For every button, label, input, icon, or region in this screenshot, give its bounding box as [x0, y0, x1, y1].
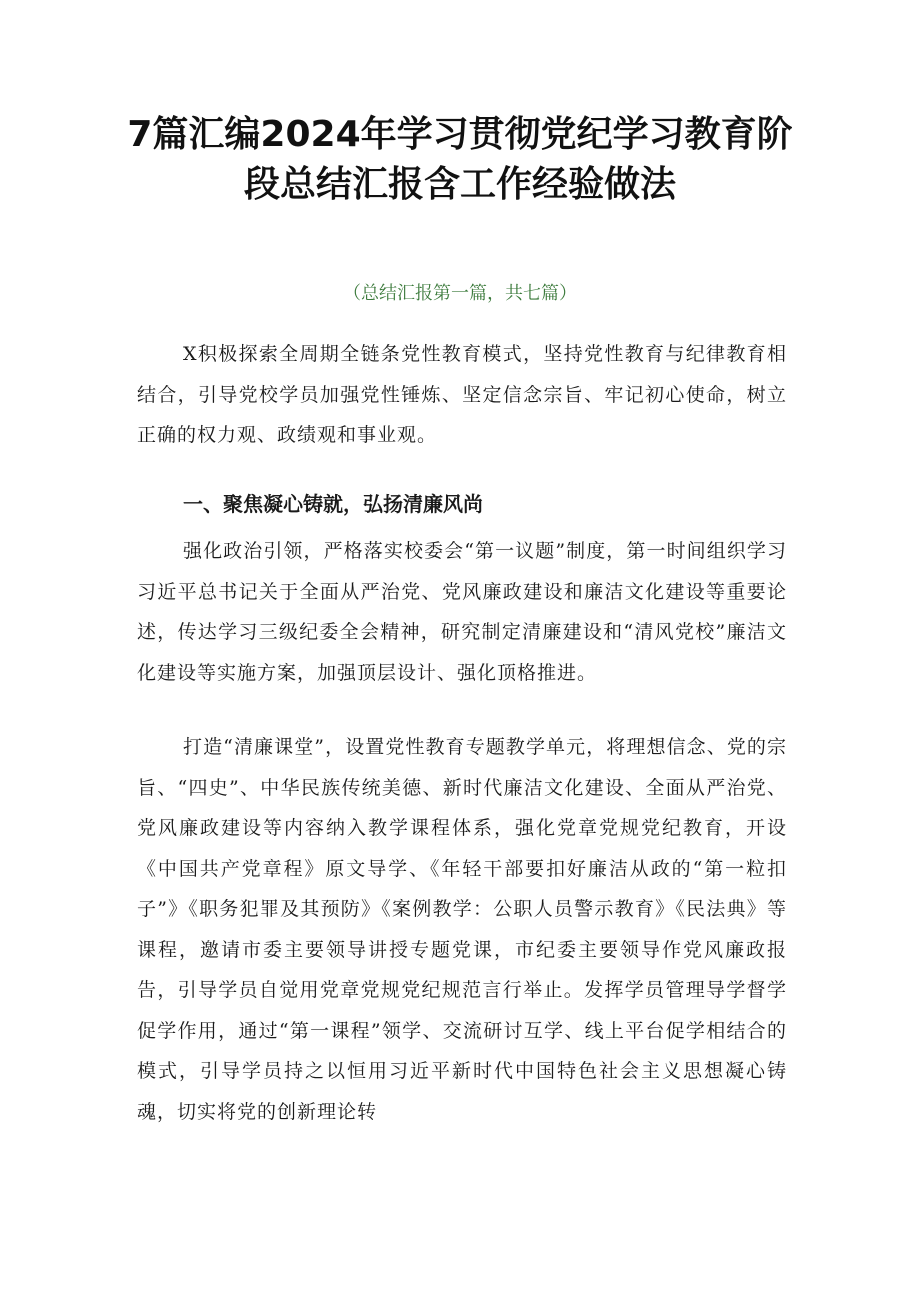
section-paragraph-2: 打造“清廉课堂”，设置党性教育专题教学单元，将理想信念、党的宗旨、“四史”、中华民族传统美德、新时代廉洁文化建设、全面从严治党、党风廉政建设等内容纳入教学课程体系，强化党章党规党纪教育，开设《中国共产党章程》原文导学、《年轻干部要扣好廉洁从政的“第一粒扣子”》《职务犯罪及其预防》《案例教学：公职人员警示教育》《民法典》等课程，邀请市委主要领导讲授专题党课，市纪委主要领导作党风廉政报告，引导学员自觉用党章党规党纪规范言行举止。发挥学员管理导学督学促学作用，通过“第一课程”领学、交流研讨互学、线上平台促学相结合的模式，引导学员持之以恒用习近平新时代中国特色社会主义思想凝心铸魂，切实将党的创新理论转: [137, 736, 787, 1123]
section-paragraph-1: 强化政治引领，严格落实校委会“第一议题”制度，第一时间组织学习习近平总书记关于全面从严治党、党风廉政建设和廉洁文化建设等重要论述，传达学习三级纪委全会精神，研究制定清廉建设和“清风党校”廉洁文化建设等实施方案，加强顶层设计、强化顶格推进。: [137, 540, 787, 684]
section-heading: 一、聚焦凝心铸就，弘扬清廉风尚: [183, 492, 483, 516]
document-title: 7篇汇编2024年学习贯彻党纪学习教育阶段总结汇报含工作经验做法: [127, 114, 793, 205]
intro-paragraph: X积极探索全周期全链条党性教育模式，坚持党性教育与纪律教育相结合，引导党校学员加强党性锤炼、坚定信念宗旨、牢记初心使命，树立正确的权力观、政绩观和事业观。: [137, 343, 787, 446]
document-subtitle: （总结汇报第一篇，共七篇）: [343, 283, 577, 304]
